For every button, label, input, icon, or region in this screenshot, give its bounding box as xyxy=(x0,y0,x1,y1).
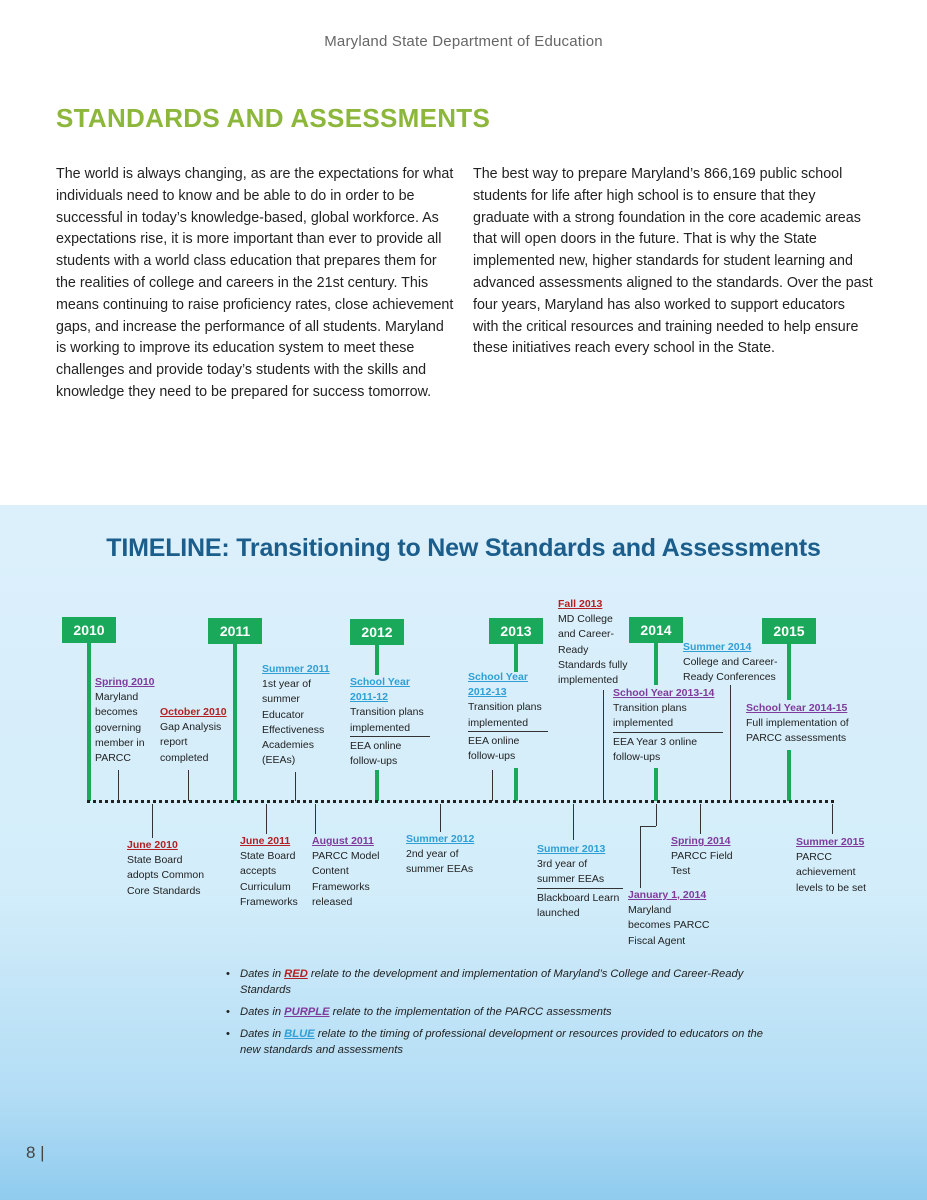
event-date: June 2011 xyxy=(240,835,291,847)
event-text: College and Career-Ready Conferences xyxy=(683,656,778,684)
event-august-2011 xyxy=(312,834,390,910)
event-text: Gap Analysis report completed xyxy=(160,721,222,764)
event-summer-2012 xyxy=(406,832,492,878)
legend-color-blue: BLUE xyxy=(284,1028,315,1040)
event-spring-2014 xyxy=(671,834,741,880)
connector-oct2010 xyxy=(188,770,189,801)
connector-summer2015 xyxy=(832,804,833,834)
event-text: Full implementation of PARCC assessments xyxy=(746,717,849,745)
year-2013-bar-bottom xyxy=(514,768,518,801)
connector-fall2013 xyxy=(603,690,604,801)
event-fall-2013 xyxy=(558,597,630,688)
event-school-year-2013-14 xyxy=(613,686,723,765)
event-date: School Year 2013-14 xyxy=(613,687,715,699)
connector-sy2012 xyxy=(492,770,493,801)
event-summer-2011 xyxy=(262,662,342,768)
intro-paragraph-right xyxy=(473,164,873,360)
event-date: January 1, 2014 xyxy=(628,889,707,901)
connector-june2010 xyxy=(152,804,153,838)
event-text: State Board adopts Common Core Standards xyxy=(127,854,205,897)
legend-note-blue: • Dates in BLUE relate to the timing of professional development or resources provided to educators on the new standards and assessments xyxy=(226,1026,786,1058)
event-text-2: EEA online follow-ups xyxy=(350,739,402,768)
year-2014: 2014 xyxy=(629,617,683,643)
event-text: 1st year of summer Educator Effectiveness Academies (EEAs) xyxy=(262,678,325,767)
year-2010-bar xyxy=(87,643,91,801)
year-2010: 2010 xyxy=(62,617,116,643)
event-date: Summer 2013 xyxy=(537,843,606,855)
event-text-1: Transition plans implemented xyxy=(468,700,548,731)
event-text-1: 3rd year of summer EEAs xyxy=(537,857,623,888)
event-summer-2013 xyxy=(537,842,623,921)
event-text: PARCC Field Test xyxy=(671,850,733,878)
legend-color-purple: PURPLE xyxy=(284,1006,330,1018)
event-text: PARCC Model Content Frameworks released xyxy=(312,850,380,908)
connector-jan2014-a xyxy=(656,804,657,826)
connector-summer2012 xyxy=(440,804,441,832)
event-text: Maryland becomes governing member in PARCC xyxy=(95,691,145,765)
legend-color-red: RED xyxy=(284,968,308,980)
year-2013-bar-top xyxy=(514,644,518,672)
event-text: PARCC achievement levels to be set xyxy=(796,851,867,894)
year-2011: 2011 xyxy=(208,618,262,644)
event-date: School Year 2011-12 xyxy=(350,676,410,704)
connector-spring2014 xyxy=(700,804,701,834)
event-date: October 2010 xyxy=(160,706,227,718)
year-2014-bar-bottom xyxy=(654,768,658,801)
connector-summer2014 xyxy=(730,685,731,801)
connector-summer2013 xyxy=(573,804,574,840)
event-date: School Year 2014-15 xyxy=(746,702,848,714)
event-school-year-2011-12 xyxy=(350,675,430,769)
connector-aug2011 xyxy=(315,804,316,834)
year-2015-bar-bottom xyxy=(787,750,791,801)
event-text: MD College and Career-Ready Standards fully implemented xyxy=(558,613,628,687)
event-text: State Board accepts Curriculum Frameworks xyxy=(240,850,298,908)
event-summer-2014 xyxy=(683,640,795,686)
legend-note-red: • Dates in RED relate to the development and implementation of Maryland’s College and Career-Ready Standards xyxy=(226,966,786,998)
intro-left-text: The world is always changing, as are the expectations for what individuals need to know and be able to do in order to be successful in today’s knowledge-based, global workforce. As expectations rise, it is more important than ever to provide all students with a world class education that prepares them for the realities of college and careers in the 21st century. This means continuing to raise proficiency rates, close achievement gaps, and increase the performance of all students. Maryland is working to improve its education system to meet these challenges and provide today’s students with the skills and knowledge they need to be prepared for success tomorrow. xyxy=(56,166,454,400)
event-june-2011 xyxy=(240,834,310,910)
event-date: Spring 2014 xyxy=(671,835,731,847)
event-school-year-2014-15 xyxy=(746,701,876,747)
year-2012: 2012 xyxy=(350,619,404,645)
page-title: STANDARDS AND ASSESSMENTS xyxy=(56,103,491,133)
event-date: Summer 2015 xyxy=(796,836,865,848)
page-number: 8 | xyxy=(26,1143,45,1162)
event-date: Summer 2012 xyxy=(406,833,475,845)
connector-jan2014-b xyxy=(640,826,641,888)
legend-note-purple: • Dates in PURPLE relate to the implementation of the PARCC assessments xyxy=(226,1004,786,1020)
event-summer-2015 xyxy=(796,835,876,896)
page-header: Maryland State Department of Education xyxy=(324,33,603,50)
event-text-2: EEA online follow-ups xyxy=(468,734,520,763)
year-2015: 2015 xyxy=(762,618,816,644)
timeline-title: TIMELINE: Transitioning to New Standards and Assessments xyxy=(106,534,821,562)
connector-june2011 xyxy=(266,804,267,834)
intro-paragraph-left xyxy=(56,164,456,404)
year-2013: 2013 xyxy=(489,618,543,644)
connector-summer2011 xyxy=(295,772,296,801)
event-text-2: EEA Year 3 online follow-ups xyxy=(613,735,698,763)
event-january-2014 xyxy=(628,888,710,949)
event-date: August 2011 xyxy=(312,835,374,847)
timeline-axis xyxy=(87,800,834,803)
year-2012-bar-top xyxy=(375,645,379,675)
event-school-year-2012-13 xyxy=(468,670,548,764)
event-date: Summer 2011 xyxy=(262,663,330,675)
connector-jan2014-c xyxy=(640,826,656,827)
event-date: School Year 2012-13 xyxy=(468,671,528,699)
event-text-1: Transition plans implemented xyxy=(350,705,430,736)
event-date: Fall 2013 xyxy=(558,598,603,610)
intro-right-text: The best way to prepare Maryland’s 866,169 public school students for life after high school is to ensure that they graduate with a strong foundation in the core academic areas that will open doors in the future. That is why the State implemented new, higher standards for student learning and advanced assessments aligned to the standards. Over the past four years, Maryland has also worked to support educators with the critical resources and training needed to help ensure these initiatives reach every school in the State. xyxy=(473,166,873,357)
event-october-2010 xyxy=(160,705,236,766)
event-text-1: Transition plans implemented xyxy=(613,701,723,732)
year-2014-bar-top xyxy=(654,643,658,685)
event-date: Spring 2010 xyxy=(95,676,155,688)
connector-spring2010 xyxy=(118,770,119,801)
event-date: Summer 2014 xyxy=(683,641,752,653)
event-text: Maryland becomes PARCC Fiscal Agent xyxy=(628,904,710,947)
event-text-2: Blackboard Learn launched xyxy=(537,891,620,919)
timeline-legend-notes xyxy=(226,966,786,1064)
event-text: 2nd year of summer EEAs xyxy=(406,848,474,876)
event-june-2010 xyxy=(127,838,207,899)
event-date: June 2010 xyxy=(127,839,178,851)
year-2012-bar-bottom xyxy=(375,770,379,801)
